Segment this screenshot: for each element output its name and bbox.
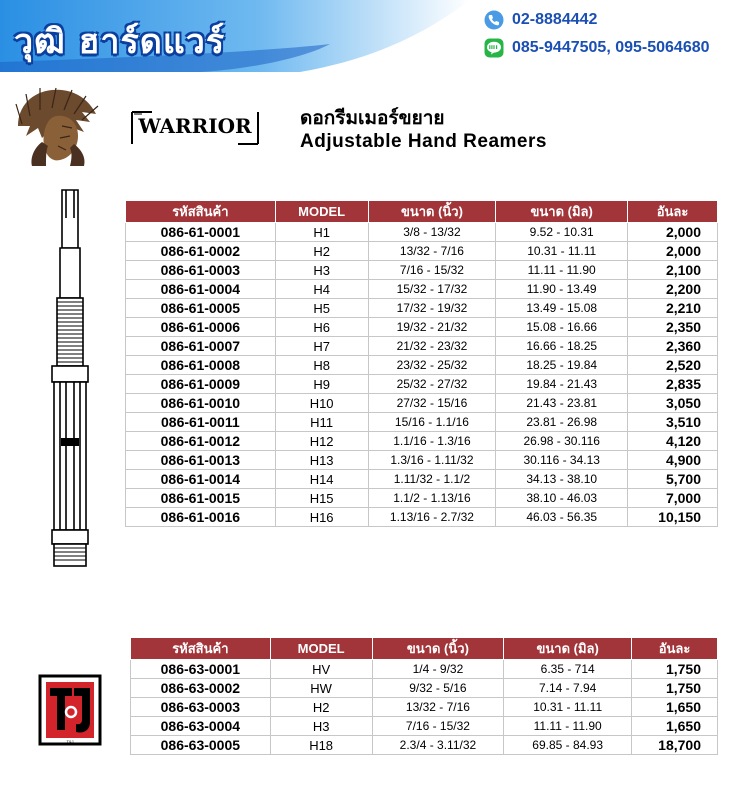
table-row <box>126 413 718 432</box>
size-inch-cell: 3/8 - 13/32 <box>368 223 496 242</box>
table-header-row <box>126 201 718 223</box>
table-body <box>126 223 718 527</box>
column-header-model: MODEL <box>270 638 372 660</box>
phone-number: 02-8884442 <box>512 11 598 28</box>
model-cell: H1 <box>275 223 368 242</box>
product-code-cell: 086-61-0012 <box>126 432 276 451</box>
table-row <box>126 432 718 451</box>
size-mm-cell: 13.49 - 15.08 <box>496 299 628 318</box>
column-header-size-mm: ขนาด (มิล) <box>496 201 628 223</box>
size-inch-cell: 1.1/16 - 1.3/16 <box>368 432 496 451</box>
price-cell: 3,510 <box>628 413 718 432</box>
phone-icon <box>484 10 504 30</box>
reamer-price-table-secondary <box>130 637 718 755</box>
price-cell: 1,750 <box>632 679 718 698</box>
column-header-code: รหัสสินค้า <box>126 201 276 223</box>
tj-logo-text: T&J <box>66 739 74 744</box>
product-code-cell: 086-61-0011 <box>126 413 276 432</box>
column-header-size-mm: ขนาด (มิล) <box>504 638 632 660</box>
size-inch-cell: 25/32 - 27/32 <box>368 375 496 394</box>
table-row <box>131 717 718 736</box>
table-row <box>131 736 718 755</box>
tj-brand-logo-icon <box>38 674 102 746</box>
model-cell: H15 <box>275 489 368 508</box>
price-cell: 2,000 <box>628 223 718 242</box>
table-row <box>126 451 718 470</box>
size-mm-cell: 21.43 - 23.81 <box>496 394 628 413</box>
size-mm-cell: 11.11 - 11.90 <box>496 261 628 280</box>
size-inch-cell: 1/4 - 9/32 <box>372 660 504 679</box>
column-header-size-inch: ขนาด (นิ้ว) <box>368 201 496 223</box>
line-numbers: 085-9447505, 095-5064680 <box>512 39 710 56</box>
model-cell: H7 <box>275 337 368 356</box>
product-code-cell: 086-61-0008 <box>126 356 276 375</box>
table-row <box>126 261 718 280</box>
product-code-cell: 086-61-0007 <box>126 337 276 356</box>
page-title-english: Adjustable Hand Reamers <box>300 131 547 152</box>
model-cell: H18 <box>270 736 372 755</box>
adjustable-reamer-illustration-icon <box>40 188 100 570</box>
price-cell: 2,360 <box>628 337 718 356</box>
table-row <box>131 660 718 679</box>
price-cell: 1,650 <box>632 698 718 717</box>
product-code-cell: 086-61-0005 <box>126 299 276 318</box>
table-row <box>126 375 718 394</box>
size-inch-cell: 27/32 - 15/16 <box>368 394 496 413</box>
size-mm-cell: 15.08 - 16.66 <box>496 318 628 337</box>
size-mm-cell: 9.52 - 10.31 <box>496 223 628 242</box>
size-mm-cell: 30.116 - 34.13 <box>496 451 628 470</box>
model-cell: H8 <box>275 356 368 375</box>
size-inch-cell: 2.3/4 - 3.11/32 <box>372 736 504 755</box>
price-cell: 4,120 <box>628 432 718 451</box>
table-row <box>126 394 718 413</box>
price-cell: 1,750 <box>632 660 718 679</box>
price-cell: 2,200 <box>628 280 718 299</box>
product-code-cell: 086-61-0002 <box>126 242 276 261</box>
table-row <box>126 470 718 489</box>
model-cell: H10 <box>275 394 368 413</box>
model-cell: H3 <box>275 261 368 280</box>
price-cell: 2,100 <box>628 261 718 280</box>
product-code-cell: 086-63-0002 <box>131 679 271 698</box>
product-code-cell: 086-61-0013 <box>126 451 276 470</box>
size-mm-cell: 11.11 - 11.90 <box>504 717 632 736</box>
model-cell: H2 <box>270 698 372 717</box>
product-code-cell: 086-61-0009 <box>126 375 276 394</box>
size-inch-cell: 1.11/32 - 1.1/2 <box>368 470 496 489</box>
price-cell: 7,000 <box>628 489 718 508</box>
page-title-thai: ดอกรีมเมอร์ขยาย <box>300 108 445 129</box>
price-cell: 2,000 <box>628 242 718 261</box>
table-row <box>126 242 718 261</box>
product-code-cell: 086-63-0005 <box>131 736 271 755</box>
table-row <box>126 223 718 242</box>
size-mm-cell: 7.14 - 7.94 <box>504 679 632 698</box>
price-cell: 18,700 <box>632 736 718 755</box>
size-mm-cell: 10.31 - 11.11 <box>496 242 628 261</box>
product-code-cell: 086-61-0004 <box>126 280 276 299</box>
column-header-model: MODEL <box>275 201 368 223</box>
size-inch-cell: 9/32 - 5/16 <box>372 679 504 698</box>
size-inch-cell: 1.13/16 - 2.7/32 <box>368 508 496 527</box>
price-cell: 3,050 <box>628 394 718 413</box>
table-row <box>126 337 718 356</box>
header-banner <box>0 0 750 72</box>
table-row <box>126 489 718 508</box>
model-cell: H16 <box>275 508 368 527</box>
price-cell: 5,700 <box>628 470 718 489</box>
price-cell: 2,835 <box>628 375 718 394</box>
size-inch-cell: 13/32 - 7/16 <box>368 242 496 261</box>
price-cell: 2,350 <box>628 318 718 337</box>
size-mm-cell: 6.35 - 714 <box>504 660 632 679</box>
column-header-price: อันละ <box>632 638 718 660</box>
model-cell: H4 <box>275 280 368 299</box>
size-mm-cell: 26.98 - 30.116 <box>496 432 628 451</box>
table-body <box>131 660 718 755</box>
size-mm-cell: 34.13 - 38.10 <box>496 470 628 489</box>
warrior-chief-logo-icon <box>12 86 104 168</box>
column-header-size-inch: ขนาด (นิ้ว) <box>372 638 504 660</box>
table-row <box>126 356 718 375</box>
model-cell: H9 <box>275 375 368 394</box>
line-app-icon <box>484 38 504 58</box>
model-cell: H2 <box>275 242 368 261</box>
model-cell: H5 <box>275 299 368 318</box>
product-code-cell: 086-63-0004 <box>131 717 271 736</box>
size-inch-cell: 15/32 - 17/32 <box>368 280 496 299</box>
size-inch-cell: 19/32 - 21/32 <box>368 318 496 337</box>
model-cell: H14 <box>275 470 368 489</box>
product-code-cell: 086-61-0014 <box>126 470 276 489</box>
table-row <box>126 280 718 299</box>
size-mm-cell: 38.10 - 46.03 <box>496 489 628 508</box>
model-cell: HV <box>270 660 372 679</box>
table-row <box>126 299 718 318</box>
table-row <box>131 679 718 698</box>
price-cell: 10,150 <box>628 508 718 527</box>
model-cell: H6 <box>275 318 368 337</box>
table-row <box>131 698 718 717</box>
model-cell: H11 <box>275 413 368 432</box>
size-mm-cell: 18.25 - 19.84 <box>496 356 628 375</box>
size-inch-cell: 15/16 - 1.1/16 <box>368 413 496 432</box>
price-cell: 2,210 <box>628 299 718 318</box>
product-code-cell: 086-61-0001 <box>126 223 276 242</box>
table-row <box>126 318 718 337</box>
size-mm-cell: 69.85 - 84.93 <box>504 736 632 755</box>
size-mm-cell: 16.66 - 18.25 <box>496 337 628 356</box>
product-code-cell: 086-61-0016 <box>126 508 276 527</box>
column-header-price: อันละ <box>628 201 718 223</box>
size-mm-cell: 10.31 - 11.11 <box>504 698 632 717</box>
price-cell: 4,900 <box>628 451 718 470</box>
size-inch-cell: 1.3/16 - 1.11/32 <box>368 451 496 470</box>
product-code-cell: 086-61-0003 <box>126 261 276 280</box>
size-inch-cell: 17/32 - 19/32 <box>368 299 496 318</box>
brand-name: วุฒิ ฮาร์ดแวร์ <box>14 22 226 62</box>
size-inch-cell: 7/16 - 15/32 <box>372 717 504 736</box>
price-cell: 2,520 <box>628 356 718 375</box>
warrior-logo <box>130 108 260 148</box>
size-mm-cell: 46.03 - 56.35 <box>496 508 628 527</box>
size-mm-cell: 19.84 - 21.43 <box>496 375 628 394</box>
size-inch-cell: 23/32 - 25/32 <box>368 356 496 375</box>
model-cell: H12 <box>275 432 368 451</box>
size-inch-cell: 21/32 - 23/32 <box>368 337 496 356</box>
warrior-logo-text: WARRIOR <box>138 114 252 138</box>
product-code-cell: 086-61-0006 <box>126 318 276 337</box>
product-code-cell: 086-63-0003 <box>131 698 271 717</box>
product-code-cell: 086-61-0015 <box>126 489 276 508</box>
size-inch-cell: 7/16 - 15/32 <box>368 261 496 280</box>
reamer-price-table-main <box>125 200 718 527</box>
product-code-cell: 086-63-0001 <box>131 660 271 679</box>
size-inch-cell: 13/32 - 7/16 <box>372 698 504 717</box>
table-row <box>126 508 718 527</box>
size-mm-cell: 23.81 - 26.98 <box>496 413 628 432</box>
column-header-code: รหัสสินค้า <box>131 638 271 660</box>
table-header-row <box>131 638 718 660</box>
model-cell: H3 <box>270 717 372 736</box>
model-cell: HW <box>270 679 372 698</box>
model-cell: H13 <box>275 451 368 470</box>
size-inch-cell: 1.1/2 - 1.13/16 <box>368 489 496 508</box>
price-cell: 1,650 <box>632 717 718 736</box>
product-code-cell: 086-61-0010 <box>126 394 276 413</box>
size-mm-cell: 11.90 - 13.49 <box>496 280 628 299</box>
